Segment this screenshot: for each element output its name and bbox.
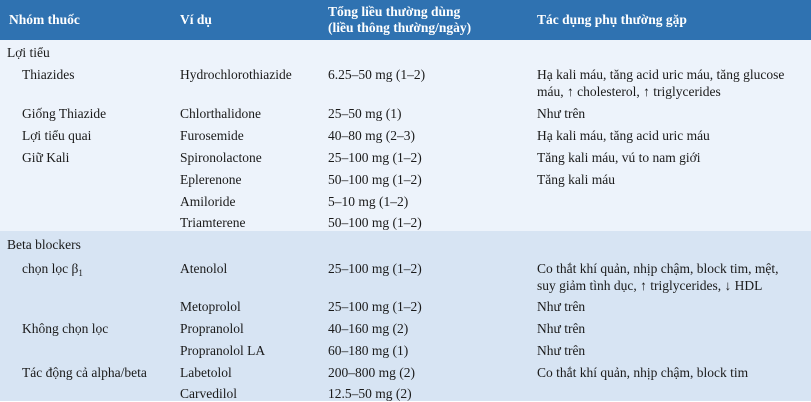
- row-effect: Như trên: [537, 106, 586, 121]
- row-dose: 25–100 mg (1–2): [328, 150, 422, 165]
- header-dose: [328, 0, 471, 40]
- row-dose: 25–100 mg (1–2): [328, 299, 422, 314]
- row-dose: 12.5–50 mg (2): [328, 386, 412, 401]
- header-example: Ví dụ: [180, 12, 212, 27]
- row-group: [22, 260, 83, 282]
- row-effect: Hạ kali máu, tăng acid uric máu: [537, 128, 710, 143]
- row-drug: Propranolol LA: [180, 343, 266, 358]
- row-effect: Tăng kali máu: [537, 172, 615, 187]
- row-effect: Co thắt khí quản, nhịp chậm, block tim: [537, 365, 749, 380]
- table-header: [0, 0, 811, 40]
- row-drug: Metoprolol: [180, 299, 241, 314]
- row-dose: 6.25–50 mg (1–2): [328, 67, 426, 82]
- row-dose: 60–180 mg (1): [328, 343, 409, 358]
- row-effect: Như trên: [537, 321, 586, 336]
- row-drug: Spironolactone: [180, 150, 262, 165]
- row-effect: Tăng kali máu, vú to nam giới: [537, 150, 701, 165]
- row-dose: 200–800 mg (2): [328, 365, 415, 380]
- row-drug: Atenolol: [180, 261, 228, 276]
- row-group: Giống Thiazide: [22, 106, 107, 121]
- row-group: Tác động cả alpha/beta: [22, 365, 147, 380]
- row-effect: Như trên: [537, 343, 586, 358]
- row-dose: 25–100 mg (1–2): [328, 261, 422, 276]
- header-side-effects: Tác dụng phụ thường gặp: [537, 12, 687, 27]
- header-group: Nhóm thuốc: [9, 12, 80, 27]
- row-effect: Hạ kali máu, tăng acid uric máu, tăng glucose: [537, 67, 785, 82]
- row-drug: Chlorthalidone: [180, 106, 261, 121]
- row-dose: 5–10 mg (1–2): [328, 194, 409, 209]
- row-dose: 50–100 mg (1–2): [328, 215, 422, 230]
- row-group: Thiazides: [22, 67, 75, 82]
- header-dose-line1: Tổng liều thường dùng: [328, 4, 461, 19]
- row-drug: Triamterene: [180, 215, 246, 230]
- row-effect-cont: suy giảm tình dục, ↑ triglycerides, ↓ HDL: [537, 278, 763, 293]
- row-drug: Propranolol: [180, 321, 244, 336]
- selective-label: chọn lọc β: [22, 261, 79, 276]
- section-title: Beta blockers: [7, 237, 81, 252]
- row-dose: 40–80 mg (2–3): [328, 128, 415, 143]
- section-diuretics: [0, 40, 811, 231]
- section-beta-blockers: [0, 231, 811, 401]
- selective-subscript: 1: [78, 268, 83, 278]
- row-dose: 25–50 mg (1): [328, 106, 402, 121]
- row-drug: Amiloride: [180, 194, 236, 209]
- row-dose: 40–160 mg (2): [328, 321, 409, 336]
- row-group: Lợi tiểu quai: [22, 128, 92, 143]
- row-dose: 50–100 mg (1–2): [328, 172, 422, 187]
- row-effect: Co thắt khí quản, nhịp chậm, block tim, mệt,: [537, 261, 779, 276]
- row-drug: Furosemide: [180, 128, 244, 143]
- row-drug: Carvedilol: [180, 386, 237, 401]
- section-title: Lợi tiểu: [7, 45, 50, 60]
- row-group: Không chọn lọc: [22, 321, 109, 336]
- row-effect: Như trên: [537, 299, 586, 314]
- row-group: Giữ Kali: [22, 150, 70, 165]
- row-drug: Eplerenone: [180, 172, 242, 187]
- row-drug: Labetolol: [180, 365, 232, 380]
- header-dose-line2: (liều thông thường/ngày): [328, 20, 472, 35]
- row-effect-cont: máu, ↑ cholesterol, ↑ triglycerides: [537, 84, 721, 99]
- row-drug: Hydrochlorothiazide: [180, 67, 292, 82]
